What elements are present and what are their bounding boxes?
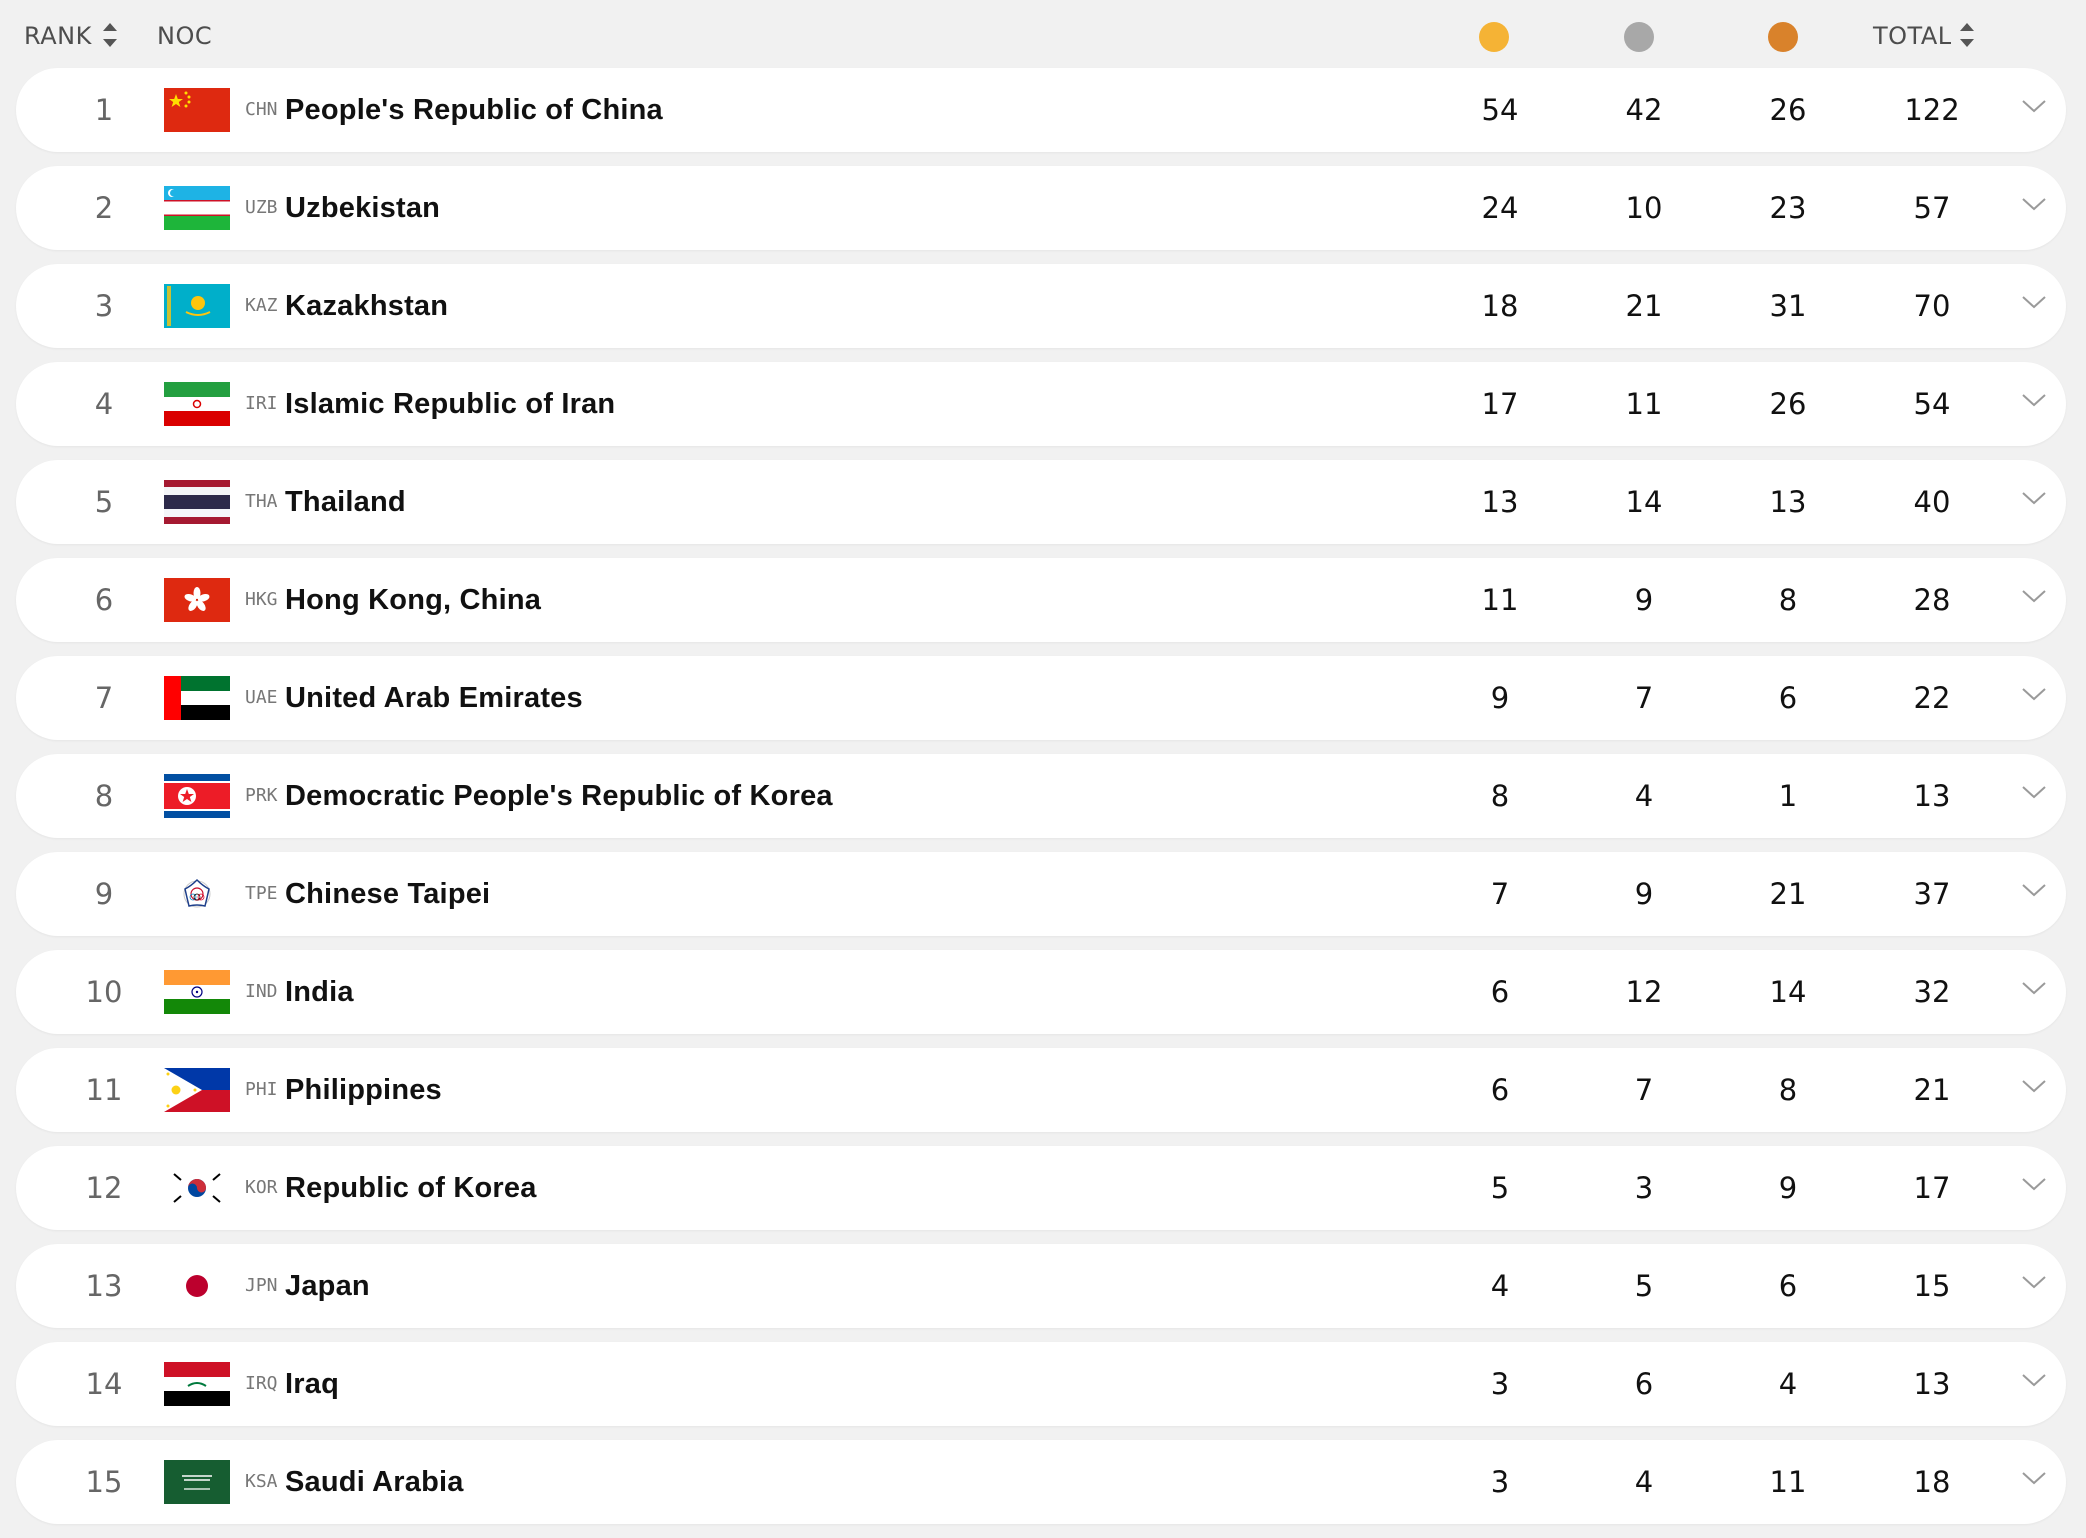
rank-cell: 4 [94, 387, 114, 421]
chevron-down-icon[interactable] [2020, 1468, 2048, 1488]
gold-medal-icon[interactable] [1479, 22, 1509, 52]
noc-code: KSA [245, 1471, 278, 1492]
silver-count: 4 [1634, 779, 1654, 813]
country-name: Saudi Arabia [285, 1466, 464, 1498]
gold-count: 8 [1490, 779, 1510, 813]
country-name: Chinese Taipei [285, 878, 491, 910]
rank-cell: 9 [94, 877, 114, 911]
total-count: 37 [1913, 877, 1951, 911]
bronze-count: 31 [1769, 289, 1807, 323]
table-row[interactable] [16, 460, 2066, 544]
bronze-count: 8 [1778, 583, 1798, 617]
table-row[interactable] [16, 264, 2066, 348]
gold-count: 6 [1490, 975, 1510, 1009]
bronze-count: 11 [1769, 1465, 1807, 1499]
gold-count: 9 [1490, 681, 1510, 715]
country-name: Iraq [285, 1368, 339, 1400]
bronze-count: 4 [1778, 1367, 1798, 1401]
philippines-flag [164, 1068, 230, 1112]
rank-cell: 8 [94, 779, 114, 813]
noc-column-header: NOC [157, 22, 213, 50]
noc-code: UAE [245, 687, 278, 708]
total-sort-icon[interactable] [1957, 18, 1977, 52]
south-korea-flag [164, 1166, 230, 1210]
chevron-down-icon[interactable] [2020, 1370, 2048, 1390]
iraq-flag [164, 1362, 230, 1406]
table-row[interactable] [16, 1440, 2066, 1524]
iran-flag [164, 382, 230, 426]
chevron-down-icon[interactable] [2020, 684, 2048, 704]
silver-count: 42 [1625, 93, 1663, 127]
silver-medal-icon[interactable] [1624, 22, 1654, 52]
silver-count: 7 [1634, 681, 1654, 715]
gold-count: 54 [1481, 93, 1519, 127]
silver-count: 5 [1634, 1269, 1654, 1303]
total-count: 22 [1913, 681, 1951, 715]
uae-flag [164, 676, 230, 720]
noc-code: UZB [245, 197, 278, 218]
saudi-arabia-flag [164, 1460, 230, 1504]
silver-count: 14 [1625, 485, 1663, 519]
thailand-flag [164, 480, 230, 524]
country-name: Philippines [285, 1074, 442, 1106]
table-row[interactable] [16, 362, 2066, 446]
north-korea-flag [164, 774, 230, 818]
chevron-down-icon[interactable] [2020, 390, 2048, 410]
table-row[interactable] [16, 1342, 2066, 1426]
country-name: Republic of Korea [285, 1172, 537, 1204]
chevron-down-icon[interactable] [2020, 488, 2048, 508]
total-count: 15 [1913, 1269, 1951, 1303]
silver-count: 7 [1634, 1073, 1654, 1107]
table-row[interactable] [16, 558, 2066, 642]
table-row[interactable] [16, 166, 2066, 250]
noc-code: PHI [245, 1079, 278, 1100]
noc-code: IND [245, 981, 278, 1002]
rank-cell: 11 [85, 1073, 123, 1107]
table-row[interactable] [16, 1244, 2066, 1328]
table-row[interactable] [16, 950, 2066, 1034]
noc-code: IRQ [245, 1373, 278, 1394]
silver-count: 3 [1634, 1171, 1654, 1205]
gold-count: 5 [1490, 1171, 1510, 1205]
noc-code: CHN [245, 99, 278, 120]
chevron-down-icon[interactable] [2020, 586, 2048, 606]
rank-cell: 13 [85, 1269, 123, 1303]
country-name: People's Republic of China [285, 94, 663, 126]
country-name: India [285, 976, 354, 1008]
rank-cell: 14 [85, 1367, 123, 1401]
total-count: 17 [1913, 1171, 1951, 1205]
bronze-count: 9 [1778, 1171, 1798, 1205]
chinese-taipei-flag [164, 872, 230, 916]
bronze-count: 6 [1778, 1269, 1798, 1303]
bronze-medal-icon[interactable] [1768, 22, 1798, 52]
silver-count: 11 [1625, 387, 1663, 421]
bronze-count: 13 [1769, 485, 1807, 519]
noc-code: KOR [245, 1177, 278, 1198]
gold-count: 6 [1490, 1073, 1510, 1107]
total-count: 122 [1904, 93, 1960, 127]
chevron-down-icon[interactable] [2020, 1174, 2048, 1194]
gold-count: 24 [1481, 191, 1519, 225]
bronze-count: 6 [1778, 681, 1798, 715]
bronze-count: 8 [1778, 1073, 1798, 1107]
noc-code: HKG [245, 589, 278, 610]
silver-count: 9 [1634, 583, 1654, 617]
rank-cell: 10 [85, 975, 123, 1009]
kazakhstan-flag [164, 284, 230, 328]
chevron-down-icon[interactable] [2020, 96, 2048, 116]
medal-table [16, 68, 2066, 1538]
noc-code: THA [245, 491, 278, 512]
rank-cell: 3 [94, 289, 114, 323]
country-name: Kazakhstan [285, 290, 449, 322]
rank-cell: 12 [85, 1171, 123, 1205]
total-count: 18 [1913, 1465, 1951, 1499]
total-column-header[interactable]: TOTAL [1873, 22, 1952, 50]
silver-count: 6 [1634, 1367, 1654, 1401]
chevron-down-icon[interactable] [2020, 880, 2048, 900]
bronze-count: 26 [1769, 387, 1807, 421]
india-flag [164, 970, 230, 1014]
gold-count: 17 [1481, 387, 1519, 421]
total-count: 21 [1913, 1073, 1951, 1107]
table-row[interactable] [16, 68, 2066, 152]
gold-count: 4 [1490, 1269, 1510, 1303]
total-count: 32 [1913, 975, 1951, 1009]
rank-cell: 2 [94, 191, 114, 225]
bronze-count: 26 [1769, 93, 1807, 127]
country-name: United Arab Emirates [285, 682, 583, 714]
country-name: Japan [285, 1270, 370, 1302]
rank-cell: 5 [94, 485, 114, 519]
bronze-count: 14 [1769, 975, 1807, 1009]
silver-count: 9 [1634, 877, 1654, 911]
total-count: 13 [1913, 779, 1951, 813]
noc-code: PRK [245, 785, 278, 806]
table-row[interactable] [16, 1048, 2066, 1132]
table-row[interactable] [16, 656, 2066, 740]
rank-sort-icon[interactable] [100, 18, 120, 52]
bronze-count: 21 [1769, 877, 1807, 911]
total-count: 57 [1913, 191, 1951, 225]
country-name: Hong Kong, China [285, 584, 542, 616]
japan-flag [164, 1264, 230, 1308]
chevron-down-icon[interactable] [2020, 978, 2048, 998]
silver-count: 4 [1634, 1465, 1654, 1499]
gold-count: 11 [1481, 583, 1519, 617]
rank-cell: 7 [94, 681, 114, 715]
noc-code: TPE [245, 883, 278, 904]
country-name: Islamic Republic of Iran [285, 388, 616, 420]
table-row[interactable] [16, 852, 2066, 936]
rank-cell: 1 [94, 93, 114, 127]
country-name: Democratic People's Republic of Korea [285, 780, 833, 812]
silver-count: 12 [1625, 975, 1663, 1009]
silver-count: 10 [1625, 191, 1663, 225]
china-flag [164, 88, 230, 132]
total-count: 40 [1913, 485, 1951, 519]
chevron-down-icon[interactable] [2020, 1076, 2048, 1096]
total-count: 13 [1913, 1367, 1951, 1401]
chevron-down-icon[interactable] [2020, 194, 2048, 214]
chevron-down-icon[interactable] [2020, 292, 2048, 312]
table-header [0, 0, 2086, 68]
country-name: Thailand [285, 486, 406, 518]
gold-count: 3 [1490, 1367, 1510, 1401]
total-count: 28 [1913, 583, 1951, 617]
table-row[interactable] [16, 754, 2066, 838]
gold-count: 13 [1481, 485, 1519, 519]
bronze-count: 1 [1778, 779, 1798, 813]
noc-code: KAZ [245, 295, 278, 316]
bronze-count: 23 [1769, 191, 1807, 225]
rank-cell: 15 [85, 1465, 123, 1499]
noc-code: JPN [245, 1275, 278, 1296]
gold-count: 18 [1481, 289, 1519, 323]
rank-column-header[interactable]: RANK [24, 22, 92, 50]
gold-count: 3 [1490, 1465, 1510, 1499]
hong-kong-flag [164, 578, 230, 622]
gold-count: 7 [1490, 877, 1510, 911]
silver-count: 21 [1625, 289, 1663, 323]
rank-cell: 6 [94, 583, 114, 617]
chevron-down-icon[interactable] [2020, 782, 2048, 802]
country-name: Uzbekistan [285, 192, 441, 224]
total-count: 70 [1913, 289, 1951, 323]
chevron-down-icon[interactable] [2020, 1272, 2048, 1292]
uzbekistan-flag [164, 186, 230, 230]
noc-code: IRI [245, 393, 278, 414]
total-count: 54 [1913, 387, 1951, 421]
table-row[interactable] [16, 1146, 2066, 1230]
